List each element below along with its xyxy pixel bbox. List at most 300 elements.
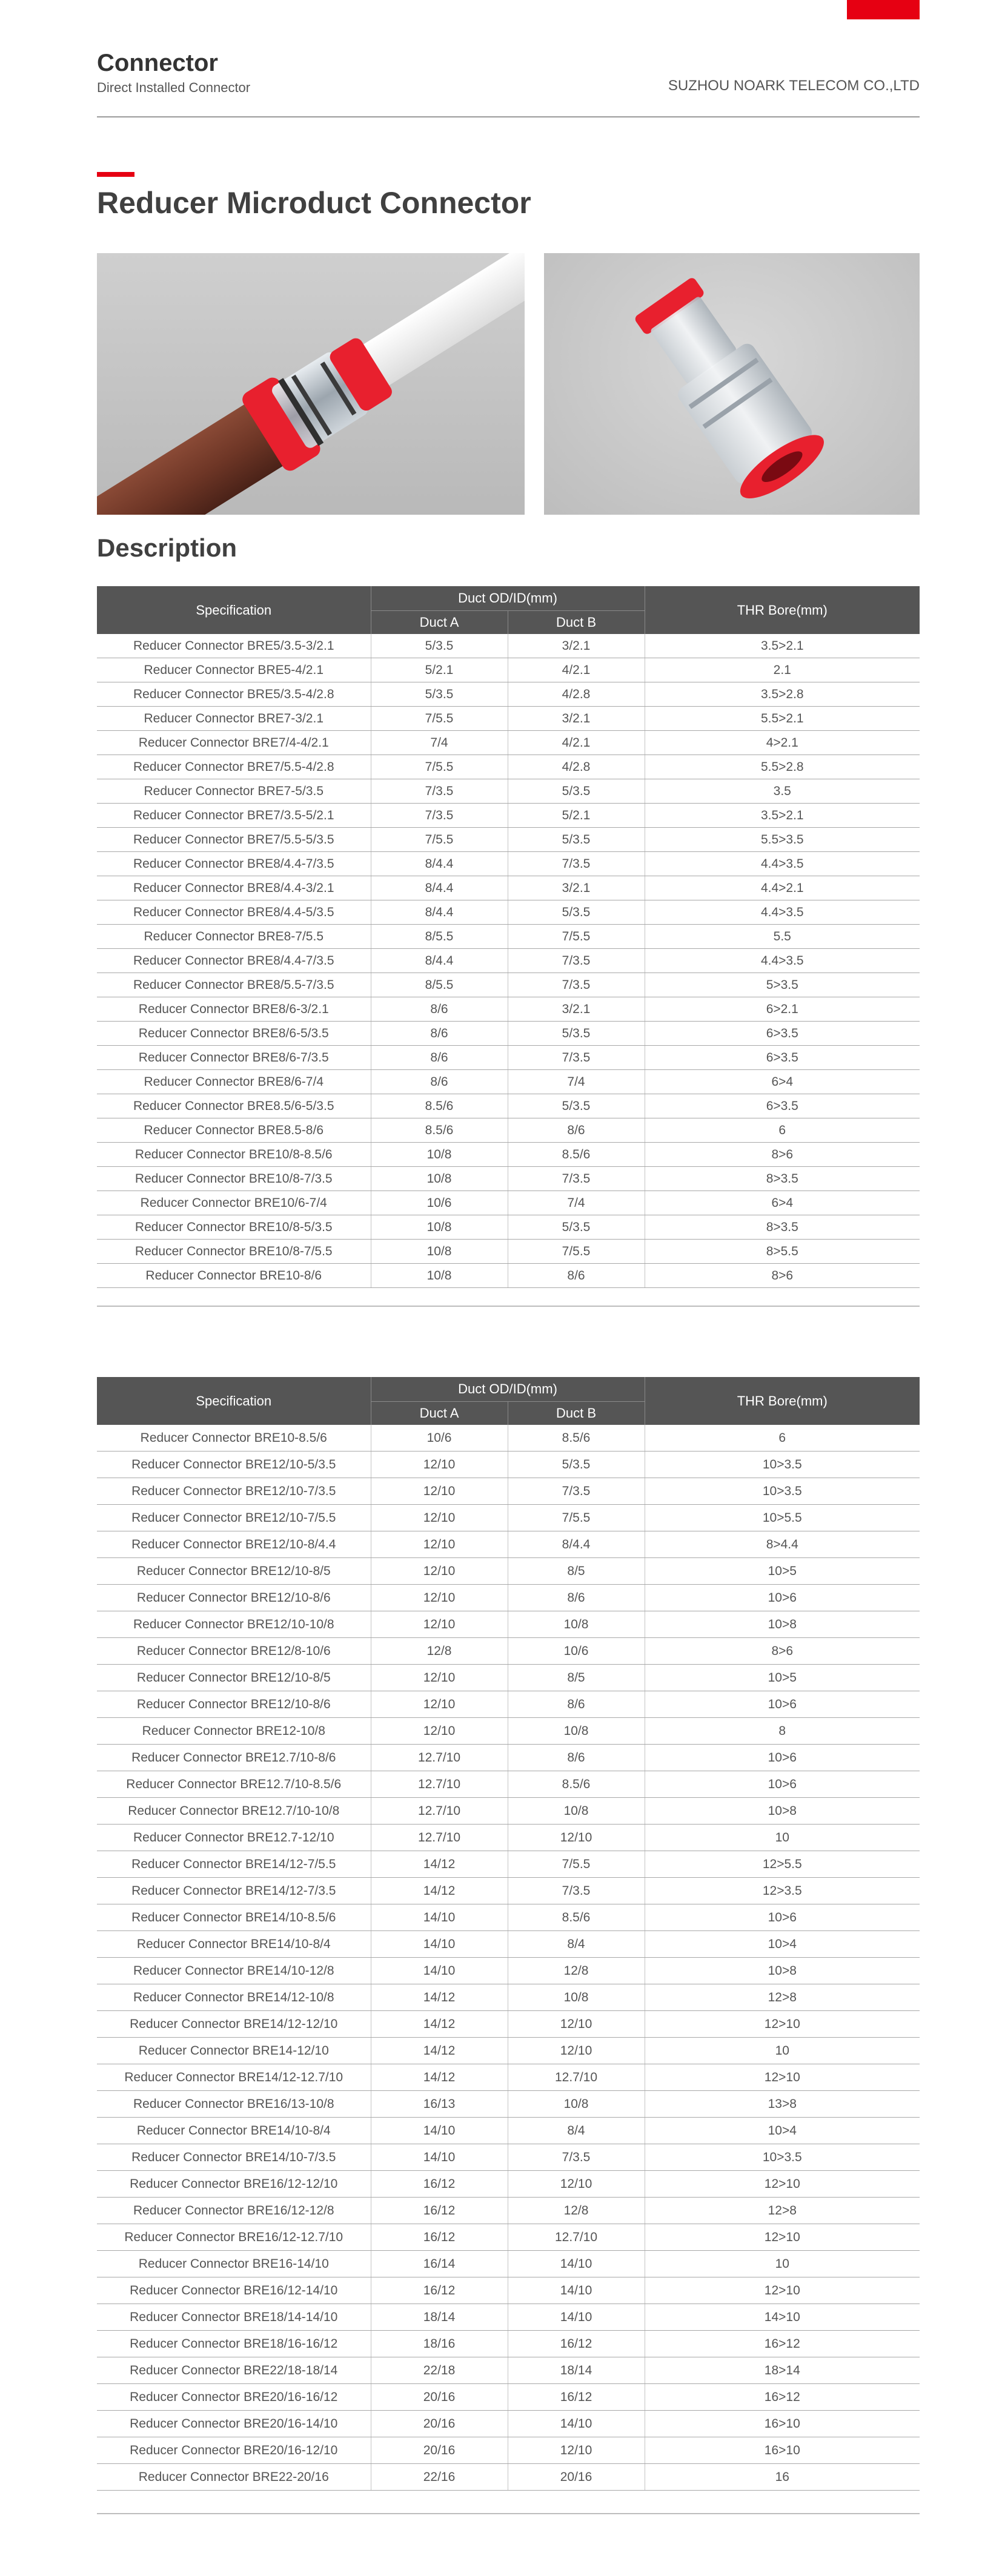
thr-bore-cell: 12>10 [645, 2064, 920, 2091]
thr-bore-cell: 12>10 [645, 2011, 920, 2038]
thr-bore-cell: 8>5.5 [645, 1240, 920, 1264]
spec-cell: Reducer Connector BRE10/8-8.5/6 [97, 1143, 371, 1167]
spec-cell: Reducer Connector BRE8.5/6-5/3.5 [97, 1094, 371, 1118]
table-row [97, 707, 920, 731]
thr-bore-cell: 8>4.4 [645, 1531, 920, 1558]
duct-b-cell: 7/5.5 [508, 1851, 645, 1878]
spec-cell: Reducer Connector BRE5/3.5-3/2.1 [97, 634, 371, 658]
table-row [97, 1931, 920, 1958]
spec-cell: Reducer Connector BRE10-8.5/6 [97, 1425, 371, 1451]
duct-b-cell: 10/8 [508, 1984, 645, 2011]
spec-cell: Reducer Connector BRE8-7/5.5 [97, 925, 371, 949]
duct-a-cell: 8/6 [371, 1022, 508, 1046]
duct-b-cell: 5/3.5 [508, 1451, 645, 1478]
duct-a-cell: 14/10 [371, 1958, 508, 1984]
spec-cell: Reducer Connector BRE8.5-8/6 [97, 1118, 371, 1143]
thr-bore-cell: 16>12 [645, 2384, 920, 2411]
table-row [97, 779, 920, 804]
spec-cell: Reducer Connector BRE14-12/10 [97, 2038, 371, 2064]
spec-cell: Reducer Connector BRE7-3/2.1 [97, 707, 371, 731]
section-title: Description [97, 533, 237, 562]
table-row [97, 2091, 920, 2118]
duct-a-cell: 8/4.4 [371, 876, 508, 900]
duct-a-cell: 12/10 [371, 1611, 508, 1638]
spec-cell: Reducer Connector BRE8/6-3/2.1 [97, 997, 371, 1022]
table-row [97, 949, 920, 973]
table-row [97, 1558, 920, 1585]
duct-a-cell: 12/10 [371, 1718, 508, 1745]
table-row [97, 1904, 920, 1931]
duct-a-cell: 16/13 [371, 2091, 508, 2118]
table-row [97, 2224, 920, 2251]
duct-a-cell: 22/18 [371, 2357, 508, 2384]
spec-cell: Reducer Connector BRE16/12-12/10 [97, 2171, 371, 2198]
spec-cell: Reducer Connector BRE8/6-7/4 [97, 1070, 371, 1094]
thr-bore-cell: 12>5.5 [645, 1851, 920, 1878]
duct-b-cell: 8/6 [508, 1264, 645, 1288]
title-accent-bar [97, 172, 134, 177]
corner-accent-tab [847, 0, 920, 19]
duct-a-cell: 18/16 [371, 2331, 508, 2357]
duct-a-cell: 14/10 [371, 1931, 508, 1958]
duct-b-cell: 7/3.5 [508, 2144, 645, 2171]
table-row [97, 1771, 920, 1798]
table-row [97, 828, 920, 852]
duct-b-cell: 3/2.1 [508, 876, 645, 900]
thr-bore-cell: 6>4 [645, 1070, 920, 1094]
duct-a-cell: 8/6 [371, 1046, 508, 1070]
duct-a-cell: 12.7/10 [371, 1798, 508, 1825]
thr-bore-cell: 10>8 [645, 1611, 920, 1638]
duct-b-cell: 8/6 [508, 1745, 645, 1771]
duct-a-cell: 5/2.1 [371, 658, 508, 682]
table-row [97, 2277, 920, 2304]
duct-b-cell: 3/2.1 [508, 997, 645, 1022]
duct-b-cell: 8/4.4 [508, 1531, 645, 1558]
duct-b-cell: 8/5 [508, 1558, 645, 1585]
table-row [97, 2411, 920, 2437]
spec-cell: Reducer Connector BRE22-20/16 [97, 2464, 371, 2491]
duct-a-cell: 14/10 [371, 2118, 508, 2144]
table-row [97, 2038, 920, 2064]
table-row [97, 1094, 920, 1118]
duct-a-cell: 14/12 [371, 2064, 508, 2091]
duct-b-cell: 10/8 [508, 1718, 645, 1745]
duct-a-cell: 7/3.5 [371, 779, 508, 804]
duct-a-cell: 10/8 [371, 1215, 508, 1240]
spec-cell: Reducer Connector BRE12.7/10-8/6 [97, 1745, 371, 1771]
spec-cell: Reducer Connector BRE12/10-7/5.5 [97, 1505, 371, 1531]
duct-a-cell: 8/6 [371, 997, 508, 1022]
table-row [97, 2384, 920, 2411]
table-row [97, 658, 920, 682]
duct-b-cell: 3/2.1 [508, 707, 645, 731]
thr-bore-cell: 3.5 [645, 779, 920, 804]
duct-b-cell: 8/4 [508, 1931, 645, 1958]
thr-bore-cell: 16>12 [645, 2331, 920, 2357]
duct-a-cell: 5/3.5 [371, 634, 508, 658]
table-row [97, 1878, 920, 1904]
product-photo-installed [97, 253, 525, 515]
spec-cell: Reducer Connector BRE7/4-4/2.1 [97, 731, 371, 755]
thr-bore-cell: 8>6 [645, 1638, 920, 1665]
spec-cell: Reducer Connector BRE7/5.5-4/2.8 [97, 755, 371, 779]
table-row [97, 1665, 920, 1691]
thr-bore-cell: 16 [645, 2464, 920, 2491]
table-row [97, 2357, 920, 2384]
duct-b-cell: 7/4 [508, 1070, 645, 1094]
thr-bore-cell: 10>5 [645, 1558, 920, 1585]
thr-bore-cell: 5.5>2.8 [645, 755, 920, 779]
spec-cell: Reducer Connector BRE14/12-12/10 [97, 2011, 371, 2038]
duct-b-cell: 12.7/10 [508, 2224, 645, 2251]
spec-cell: Reducer Connector BRE12/10-8/6 [97, 1585, 371, 1611]
spec-cell: Reducer Connector BRE20/16-14/10 [97, 2411, 371, 2437]
thr-bore-cell: 10>6 [645, 1691, 920, 1718]
duct-a-cell: 12/10 [371, 1691, 508, 1718]
duct-a-cell: 18/14 [371, 2304, 508, 2331]
table-row [97, 1451, 920, 1478]
thr-bore-cell: 8>6 [645, 1264, 920, 1288]
duct-b-cell: 10/8 [508, 1798, 645, 1825]
spec-cell: Reducer Connector BRE10/8-7/3.5 [97, 1167, 371, 1191]
duct-a-cell: 8.5/6 [371, 1118, 508, 1143]
duct-a-cell: 7/3.5 [371, 804, 508, 828]
thr-bore-cell: 10>3.5 [645, 1451, 920, 1478]
table-row [97, 2251, 920, 2277]
duct-a-cell: 7/5.5 [371, 755, 508, 779]
col-header-specification: Specification [97, 586, 371, 634]
spec-cell: Reducer Connector BRE12/10-8/5 [97, 1665, 371, 1691]
table-row [97, 2171, 920, 2198]
duct-b-cell: 5/2.1 [508, 804, 645, 828]
duct-a-cell: 20/16 [371, 2437, 508, 2464]
duct-b-cell: 8.5/6 [508, 1425, 645, 1451]
product-photo-connector [544, 253, 920, 515]
col-header-duct-group: Duct OD/ID(mm) [371, 1377, 645, 1402]
spec-cell: Reducer Connector BRE10/8-5/3.5 [97, 1215, 371, 1240]
table-row [97, 1070, 920, 1094]
spec-table-1 [97, 586, 920, 1288]
spec-cell: Reducer Connector BRE20/16-16/12 [97, 2384, 371, 2411]
table-row [97, 1143, 920, 1167]
duct-a-cell: 20/16 [371, 2384, 508, 2411]
duct-b-cell: 5/3.5 [508, 1215, 645, 1240]
duct-a-cell: 14/12 [371, 1851, 508, 1878]
spec-cell: Reducer Connector BRE14/12-12.7/10 [97, 2064, 371, 2091]
table-row [97, 1958, 920, 1984]
col-header-duct-group: Duct OD/ID(mm) [371, 586, 645, 611]
table-row [97, 973, 920, 997]
thr-bore-cell: 10>4 [645, 2118, 920, 2144]
spec-cell: Reducer Connector BRE12-10/8 [97, 1718, 371, 1745]
table-row [97, 876, 920, 900]
duct-a-cell: 14/10 [371, 1904, 508, 1931]
table-row [97, 1425, 920, 1451]
duct-a-cell: 8.5/6 [371, 1094, 508, 1118]
header-title: Connector [97, 50, 218, 76]
duct-b-cell: 14/10 [508, 2411, 645, 2437]
spec-cell: Reducer Connector BRE8/6-7/3.5 [97, 1046, 371, 1070]
table-row [97, 2331, 920, 2357]
duct-a-cell: 10/6 [371, 1425, 508, 1451]
duct-b-cell: 5/3.5 [508, 900, 645, 925]
thr-bore-cell: 6 [645, 1118, 920, 1143]
table-row [97, 900, 920, 925]
duct-a-cell: 14/12 [371, 1878, 508, 1904]
thr-bore-cell: 10>6 [645, 1745, 920, 1771]
duct-a-cell: 5/3.5 [371, 682, 508, 707]
thr-bore-cell: 10>6 [645, 1585, 920, 1611]
thr-bore-cell: 5.5 [645, 925, 920, 949]
duct-b-cell: 10/8 [508, 1611, 645, 1638]
table-row [97, 1167, 920, 1191]
spec-cell: Reducer Connector BRE16/12-12.7/10 [97, 2224, 371, 2251]
duct-b-cell: 8/5 [508, 1665, 645, 1691]
duct-b-cell: 8.5/6 [508, 1143, 645, 1167]
thr-bore-cell: 6>2.1 [645, 997, 920, 1022]
table-row [97, 997, 920, 1022]
table-row [97, 1531, 920, 1558]
thr-bore-cell: 12>10 [645, 2224, 920, 2251]
duct-b-cell: 7/5.5 [508, 1240, 645, 1264]
duct-b-cell: 5/3.5 [508, 1094, 645, 1118]
table-row [97, 1745, 920, 1771]
thr-bore-cell: 4.4>3.5 [645, 949, 920, 973]
thr-bore-cell: 10>3.5 [645, 2144, 920, 2171]
duct-b-cell: 7/3.5 [508, 1478, 645, 1505]
table-row [97, 1798, 920, 1825]
table-row [97, 1240, 920, 1264]
duct-a-cell: 8/6 [371, 1070, 508, 1094]
table-row [97, 682, 920, 707]
page-title: Reducer Microduct Connector [97, 186, 531, 220]
table-row [97, 1046, 920, 1070]
spec-cell: Reducer Connector BRE16/13-10/8 [97, 2091, 371, 2118]
spec-cell: Reducer Connector BRE8/5.5-7/3.5 [97, 973, 371, 997]
thr-bore-cell: 6>4 [645, 1191, 920, 1215]
table-row [97, 1022, 920, 1046]
table-row [97, 1611, 920, 1638]
thr-bore-cell: 18>14 [645, 2357, 920, 2384]
duct-a-cell: 7/5.5 [371, 828, 508, 852]
spec-cell: Reducer Connector BRE12/10-8/4.4 [97, 1531, 371, 1558]
duct-b-cell: 12/8 [508, 1958, 645, 1984]
duct-b-cell: 12/10 [508, 2011, 645, 2038]
col-header-duct-b: Duct B [508, 611, 645, 635]
duct-a-cell: 14/12 [371, 2011, 508, 2038]
duct-b-cell: 8/4 [508, 2118, 645, 2144]
spec-cell: Reducer Connector BRE12.7/10-10/8 [97, 1798, 371, 1825]
duct-a-cell: 12/10 [371, 1505, 508, 1531]
thr-bore-cell: 3.5>2.8 [645, 682, 920, 707]
duct-b-cell: 18/14 [508, 2357, 645, 2384]
thr-bore-cell: 2.1 [645, 658, 920, 682]
table-row [97, 1191, 920, 1215]
company-name: SUZHOU NOARK TELECOM CO.,LTD [668, 78, 920, 94]
col-header-thr-bore: THR Bore(mm) [645, 1377, 920, 1425]
duct-b-cell: 5/3.5 [508, 1022, 645, 1046]
thr-bore-cell: 10>4 [645, 1931, 920, 1958]
thr-bore-cell: 6 [645, 1425, 920, 1451]
thr-bore-cell: 12>8 [645, 2198, 920, 2224]
table-row [97, 2064, 920, 2091]
duct-b-cell: 7/3.5 [508, 1167, 645, 1191]
thr-bore-cell: 6>3.5 [645, 1094, 920, 1118]
duct-b-cell: 12/10 [508, 2437, 645, 2464]
spec-table-2 [97, 1377, 920, 2491]
table-1-end-rule [97, 1306, 920, 1307]
thr-bore-cell: 5.5>3.5 [645, 828, 920, 852]
duct-b-cell: 7/3.5 [508, 852, 645, 876]
duct-b-cell: 5/3.5 [508, 779, 645, 804]
thr-bore-cell: 13>8 [645, 2091, 920, 2118]
spec-cell: Reducer Connector BRE12/10-8/6 [97, 1691, 371, 1718]
thr-bore-cell: 8>6 [645, 1143, 920, 1167]
table-row [97, 2118, 920, 2144]
table-row [97, 1478, 920, 1505]
thr-bore-cell: 5>3.5 [645, 973, 920, 997]
thr-bore-cell: 10>5 [645, 1665, 920, 1691]
table-row [97, 2011, 920, 2038]
duct-a-cell: 14/12 [371, 2038, 508, 2064]
duct-b-cell: 4/2.8 [508, 755, 645, 779]
duct-b-cell: 14/10 [508, 2277, 645, 2304]
duct-b-cell: 4/2.8 [508, 682, 645, 707]
duct-b-cell: 7/4 [508, 1191, 645, 1215]
spec-cell: Reducer Connector BRE14/12-7/5.5 [97, 1851, 371, 1878]
spec-cell: Reducer Connector BRE14/12-7/3.5 [97, 1878, 371, 1904]
duct-a-cell: 8/4.4 [371, 900, 508, 925]
spec-cell: Reducer Connector BRE10/8-7/5.5 [97, 1240, 371, 1264]
duct-b-cell: 7/3.5 [508, 949, 645, 973]
duct-a-cell: 12/10 [371, 1478, 508, 1505]
thr-bore-cell: 10>6 [645, 1904, 920, 1931]
header-subtitle: Direct Installed Connector [97, 80, 251, 95]
duct-a-cell: 12/10 [371, 1665, 508, 1691]
table-row [97, 804, 920, 828]
spec-cell: Reducer Connector BRE12/10-7/3.5 [97, 1478, 371, 1505]
thr-bore-cell: 12>8 [645, 1984, 920, 2011]
col-header-duct-a: Duct A [371, 611, 508, 635]
duct-b-cell: 8.5/6 [508, 1771, 645, 1798]
table-row [97, 1118, 920, 1143]
duct-b-cell: 16/12 [508, 2384, 645, 2411]
spec-cell: Reducer Connector BRE22/18-18/14 [97, 2357, 371, 2384]
spec-cell: Reducer Connector BRE8/4.4-7/3.5 [97, 852, 371, 876]
table-row [97, 634, 920, 658]
thr-bore-cell: 10 [645, 1825, 920, 1851]
duct-a-cell: 7/5.5 [371, 707, 508, 731]
duct-a-cell: 12/10 [371, 1451, 508, 1478]
table-row [97, 1984, 920, 2011]
duct-a-cell: 12.7/10 [371, 1745, 508, 1771]
duct-b-cell: 7/5.5 [508, 1505, 645, 1531]
table-row [97, 1215, 920, 1240]
duct-b-cell: 12/10 [508, 1825, 645, 1851]
table-row [97, 1264, 920, 1288]
duct-a-cell: 12/10 [371, 1531, 508, 1558]
duct-a-cell: 14/10 [371, 2144, 508, 2171]
duct-a-cell: 22/16 [371, 2464, 508, 2491]
duct-a-cell: 16/14 [371, 2251, 508, 2277]
duct-a-cell: 16/12 [371, 2277, 508, 2304]
table-row [97, 1851, 920, 1878]
table-row [97, 2144, 920, 2171]
spec-cell: Reducer Connector BRE12/8-10/6 [97, 1638, 371, 1665]
thr-bore-cell: 12>10 [645, 2171, 920, 2198]
thr-bore-cell: 14>10 [645, 2304, 920, 2331]
duct-b-cell: 4/2.1 [508, 658, 645, 682]
duct-a-cell: 7/4 [371, 731, 508, 755]
col-header-duct-a: Duct A [371, 1402, 508, 1425]
thr-bore-cell: 3.5>2.1 [645, 634, 920, 658]
spec-cell: Reducer Connector BRE5/3.5-4/2.8 [97, 682, 371, 707]
spec-cell: Reducer Connector BRE8/4.4-7/3.5 [97, 949, 371, 973]
table-row [97, 925, 920, 949]
spec-cell: Reducer Connector BRE12/10-10/8 [97, 1611, 371, 1638]
duct-a-cell: 10/8 [371, 1240, 508, 1264]
thr-bore-cell: 4>2.1 [645, 731, 920, 755]
table-row [97, 852, 920, 876]
duct-b-cell: 8/6 [508, 1585, 645, 1611]
table-row [97, 2198, 920, 2224]
thr-bore-cell: 6>3.5 [645, 1022, 920, 1046]
duct-b-cell: 12/10 [508, 2038, 645, 2064]
table-row [97, 1638, 920, 1665]
duct-a-cell: 12/8 [371, 1638, 508, 1665]
spec-cell: Reducer Connector BRE12.7-12/10 [97, 1825, 371, 1851]
duct-a-cell: 10/6 [371, 1191, 508, 1215]
thr-bore-cell: 10>6 [645, 1771, 920, 1798]
duct-a-cell: 10/8 [371, 1167, 508, 1191]
spec-cell: Reducer Connector BRE14/10-8/4 [97, 1931, 371, 1958]
table-2-end-rule [97, 2513, 920, 2514]
duct-b-cell: 12/8 [508, 2198, 645, 2224]
table-row [97, 1718, 920, 1745]
table-row [97, 1825, 920, 1851]
duct-b-cell: 8/6 [508, 1691, 645, 1718]
spec-cell: Reducer Connector BRE14/10-7/3.5 [97, 2144, 371, 2171]
spec-cell: Reducer Connector BRE16-14/10 [97, 2251, 371, 2277]
duct-b-cell: 4/2.1 [508, 731, 645, 755]
duct-b-cell: 8.5/6 [508, 1904, 645, 1931]
spec-cell: Reducer Connector BRE14/10-8.5/6 [97, 1904, 371, 1931]
spec-cell: Reducer Connector BRE7/3.5-5/2.1 [97, 804, 371, 828]
col-header-thr-bore: THR Bore(mm) [645, 586, 920, 634]
thr-bore-cell: 10>3.5 [645, 1478, 920, 1505]
thr-bore-cell: 8>3.5 [645, 1167, 920, 1191]
spec-cell: Reducer Connector BRE14/12-10/8 [97, 1984, 371, 2011]
spec-cell: Reducer Connector BRE16/12-12/8 [97, 2198, 371, 2224]
thr-bore-cell: 8>3.5 [645, 1215, 920, 1240]
duct-a-cell: 12.7/10 [371, 1771, 508, 1798]
spec-cell: Reducer Connector BRE18/14-14/10 [97, 2304, 371, 2331]
duct-b-cell: 16/12 [508, 2331, 645, 2357]
duct-a-cell: 16/12 [371, 2198, 508, 2224]
duct-b-cell: 5/3.5 [508, 828, 645, 852]
thr-bore-cell: 10 [645, 2251, 920, 2277]
thr-bore-cell: 16>10 [645, 2437, 920, 2464]
table-row [97, 1505, 920, 1531]
col-header-specification: Specification [97, 1377, 371, 1425]
spec-cell: Reducer Connector BRE10-8/6 [97, 1264, 371, 1288]
duct-b-cell: 7/3.5 [508, 1878, 645, 1904]
table-row [97, 2304, 920, 2331]
header-divider [97, 116, 920, 117]
duct-b-cell: 8/6 [508, 1118, 645, 1143]
spec-cell: Reducer Connector BRE8/4.4-5/3.5 [97, 900, 371, 925]
